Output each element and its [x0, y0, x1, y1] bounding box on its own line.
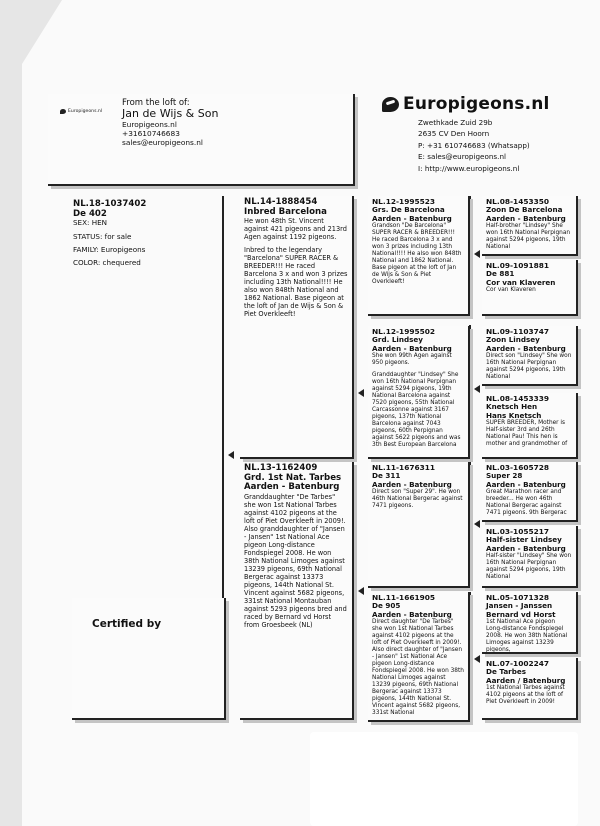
- arrow-icon: [474, 250, 480, 258]
- dam-ring: NL.13-1162409: [244, 463, 318, 473]
- sdd-breeder: Hans Knetsch: [486, 410, 542, 420]
- dds-breeder: Bernard vd Horst: [486, 609, 556, 619]
- sd-name: Grd. Lindsey: [372, 335, 423, 345]
- ssd-text-1: Cor van Klaveren: [486, 287, 536, 294]
- loft-phone: +31610746683: [122, 129, 180, 138]
- tree-line-main: [222, 196, 224, 598]
- sds-ring: NL.09-1103747: [486, 327, 550, 336]
- dam-text-1: Granddaughter "De Tarbes" she won 1st National Tarbes against 4102 pigeons at the loft of Piet Overkleeft in 2009!. Also granddaughter of "Jansen - Jansen" 1st National Ace pigeon Long-distance Fondspiegel 2008. He won 38th National Limoges against 13239 pigeons, 69th National Bergerac against 13373 pigeons, 144th National St. Vincent against 5682 pigeons, 331st National Montauban against 5293 pigeons bred and raced by Bernard vd Horst from Groesbeek (NL): [244, 492, 347, 629]
- ssd-breeder: Cor van Klaveren: [486, 277, 556, 287]
- ss-breeder: Aarden - Batenburg: [372, 213, 452, 223]
- sss-text-1: Half-brother "Lindsey" She won 16th National Perpignan against 5294 pigeons, 19th National: [486, 223, 571, 251]
- sdd-text-1: SUPER BREEDER, Mother is Half-sister 3rd and 26th National Pau! This hen is mother and grandmother of: [486, 420, 568, 448]
- dsd-card: [482, 526, 578, 588]
- sds-text-1: Direct son "Lindsey" She won 16th National Perpignan against 5294 pigeons, 19th National: [486, 353, 572, 381]
- ds-breeder: Aarden - Batenburg: [372, 479, 452, 489]
- mini-logo: [60, 109, 102, 114]
- loft-info: [122, 98, 218, 147]
- ss-text-1: Grandson "De Barcelona" SUPER RACER & BREEDER!!! He raced Barcelona 3 x and won 3 prizes including 13th National!!!! He also won 848th National and 1862 National. Base pigeon at the loft of Jan de Wijs & Son & Piet Overkleeft!: [372, 223, 462, 286]
- email-line[interactable]: E: sales@europigeons.nl: [418, 152, 506, 162]
- sdd-ring: NL.08-1453339: [486, 394, 550, 403]
- arrow-icon: [228, 451, 234, 459]
- loft-name: Jan de Wijs & Son: [122, 107, 219, 120]
- sire-ring: NL.14-1888454: [244, 197, 318, 207]
- dd-breeder: Aarden - Batenburg: [372, 609, 452, 619]
- dds-name: Jansen - Janssen: [486, 601, 553, 611]
- sire-text-2: Inbred to the legendary "Barcelona" SUPER RACER & BREEDER!!! He raced Barcelona 3 x and won 3 prizes including 13th National!!!! He also won 848th National and 1862 National. Base pigeon at the loft of Jan de Wijs & Son & Piet Overkleeft!: [244, 246, 348, 319]
- dam-name: Grd. 1st Nat. Tarbes: [244, 472, 342, 483]
- sss-card: [482, 196, 578, 256]
- dam-sire-card: [368, 462, 470, 588]
- ds-name: De 311: [372, 471, 401, 481]
- sd-breeder: Aarden - Batenburg: [372, 343, 452, 353]
- dds-card: [482, 592, 578, 654]
- loft-header-box: [48, 94, 355, 186]
- mini-logo-text: Europigeons.nl: [68, 109, 103, 114]
- sire-name: Inbred Barcelona: [244, 206, 327, 217]
- loft-email[interactable]: sales@europigeons.nl: [122, 138, 203, 147]
- brand-logo: [382, 94, 582, 114]
- ddd-breeder: Aarden / Batenburg: [486, 675, 566, 685]
- sds-card: [482, 326, 578, 386]
- subject-family: FAMILY: Europigeons: [73, 245, 146, 254]
- certified-box: [72, 598, 226, 720]
- dsd-breeder: Aarden - Batenburg: [486, 543, 566, 553]
- pigeon-icon: [60, 109, 66, 114]
- subject-pigeon: [73, 200, 213, 268]
- address-line-1: Zwethkade Zuid 29b: [418, 118, 493, 127]
- address-line-2: 2635 CV Den Hoorn: [418, 129, 490, 139]
- phone-line: P: +31 610746683 (Whatsapp): [418, 140, 530, 150]
- dam-dam-card: [368, 592, 470, 722]
- sd-text-1: She won 99th Agen against 950 pigeons.: [372, 353, 452, 367]
- dss-card: [482, 462, 578, 522]
- loft-site: Europigeons.nl: [122, 120, 177, 129]
- sss-ring: NL.08-1453350: [486, 197, 550, 206]
- sds-name: Zoon Lindsey: [486, 335, 540, 345]
- arrow-icon: [474, 520, 480, 528]
- sire-text-1: He won 48th St. Vincent against 421 pigeons and 213rd Agen against 1192 pigeons.: [244, 217, 347, 242]
- sss-breeder: Aarden - Batenburg: [486, 213, 566, 223]
- ddd-name: De Tarbes: [486, 667, 527, 677]
- arrow-icon: [358, 587, 364, 595]
- ddd-ring: NL.07-1002247: [486, 659, 550, 668]
- sdd-card: [482, 393, 578, 459]
- sd-ring: NL.12-1995502: [372, 327, 436, 336]
- subject-ring: NL.18-1037402: [73, 199, 147, 209]
- pigeon-logo-icon: [382, 97, 399, 112]
- ssd-name: De 881: [486, 269, 515, 279]
- ssd-card: [482, 260, 578, 316]
- dd-ring: NL.11-1661905: [372, 593, 436, 602]
- sire-dam-card: [368, 326, 470, 459]
- contact-block: [418, 117, 582, 174]
- web-line[interactable]: I: http://www.europigeons.nl: [418, 163, 520, 173]
- ddd-text-1: 1st National Tarbes against 4102 pigeons at the loft of Piet Overkleeft in 2009!: [486, 685, 565, 706]
- sire-sire-card: [368, 196, 470, 316]
- dsd-text-1: Half-sister "Lindsey" She won 16th National Perpignan against 5294 pigeons, 19th National: [486, 553, 572, 581]
- arrow-icon: [358, 389, 364, 397]
- arrow-icon: [474, 385, 480, 393]
- dss-text-1: Great Marathon racer and breeder... He won 46th National Bergerac against 7471 pigeons. 9th Bergerac: [486, 489, 567, 517]
- sd-text-2: Granddaughter "Lindsey" She won 16th National Perpignan against 5294 pigeons, 19th National Barcelona against 7520 pigeons, 55th National Carcassonne against 3167 pigeons, 137th National Barcelona against 7043 pigeons, 60th Perpignan against 5622 pigeons and was 3th Best European Barcelona: [372, 372, 461, 449]
- ssd-ring: NL.09-1091881: [486, 261, 550, 270]
- dds-ring: NL.05-1071328: [486, 593, 550, 602]
- dds-text-1: 1st National Ace pigeon Long-distance Fondspiegel 2008. He won 38th National Limoges against 13239 pigeons,: [486, 619, 568, 654]
- redaction-block: [310, 732, 578, 826]
- dss-name: Super 28: [486, 471, 523, 481]
- dd-name: De 905: [372, 601, 401, 611]
- dss-breeder: Aarden - Batenburg: [486, 479, 566, 489]
- brand-header: [382, 94, 582, 186]
- ds-text-1: Direct son "Super 29". He won 46th National Bergerac against 7471 pigeons.: [372, 489, 463, 510]
- dss-ring: NL.03-1605728: [486, 463, 550, 472]
- dam-card: [240, 462, 354, 720]
- certified-label: Certified by: [92, 618, 162, 630]
- sds-breeder: Aarden - Batenburg: [486, 343, 566, 353]
- subject-status: STATUS: for sale: [73, 231, 132, 241]
- subject-sex: SEX: HEN: [73, 218, 108, 228]
- dsd-ring: NL.03-1055217: [486, 527, 550, 536]
- subject-name: De 402: [73, 208, 107, 219]
- brand-name: Europigeons.nl: [403, 94, 550, 114]
- ss-ring: NL.12-1995523: [372, 197, 436, 206]
- loft-from-label: From the loft of:: [122, 98, 190, 108]
- ds-ring: NL.11-1676311: [372, 463, 436, 472]
- sss-name: Zoon De Barcelona: [486, 205, 563, 215]
- subject-color: COLOR: chequered: [73, 258, 141, 268]
- ss-name: Grs. De Barcelona: [372, 205, 445, 215]
- dam-breeder: Aarden - Batenburg: [244, 482, 340, 493]
- ddd-card: [482, 658, 578, 720]
- arrow-icon: [474, 655, 480, 663]
- sire-card: [240, 196, 354, 459]
- sdd-name: Knetsch Hen: [486, 402, 538, 412]
- dd-text-1: Direct daughter "De Tarbes" she won 1st National Tarbes against 4102 pigeons at the loft of Piet Overkleeft in 2009!. Also direct daughter of "Jansen - Jansen" 1st National Ace pigeon Long-distance Fondspiegel 2008. He won 38th National Limoges against 13239 pigeons, 69th National Bergerac against 13373 pigeons, 144th National St. Vincent against 5682 pigeons, 331st National: [372, 619, 464, 717]
- dsd-name: Half-sister Lindsey: [486, 535, 562, 545]
